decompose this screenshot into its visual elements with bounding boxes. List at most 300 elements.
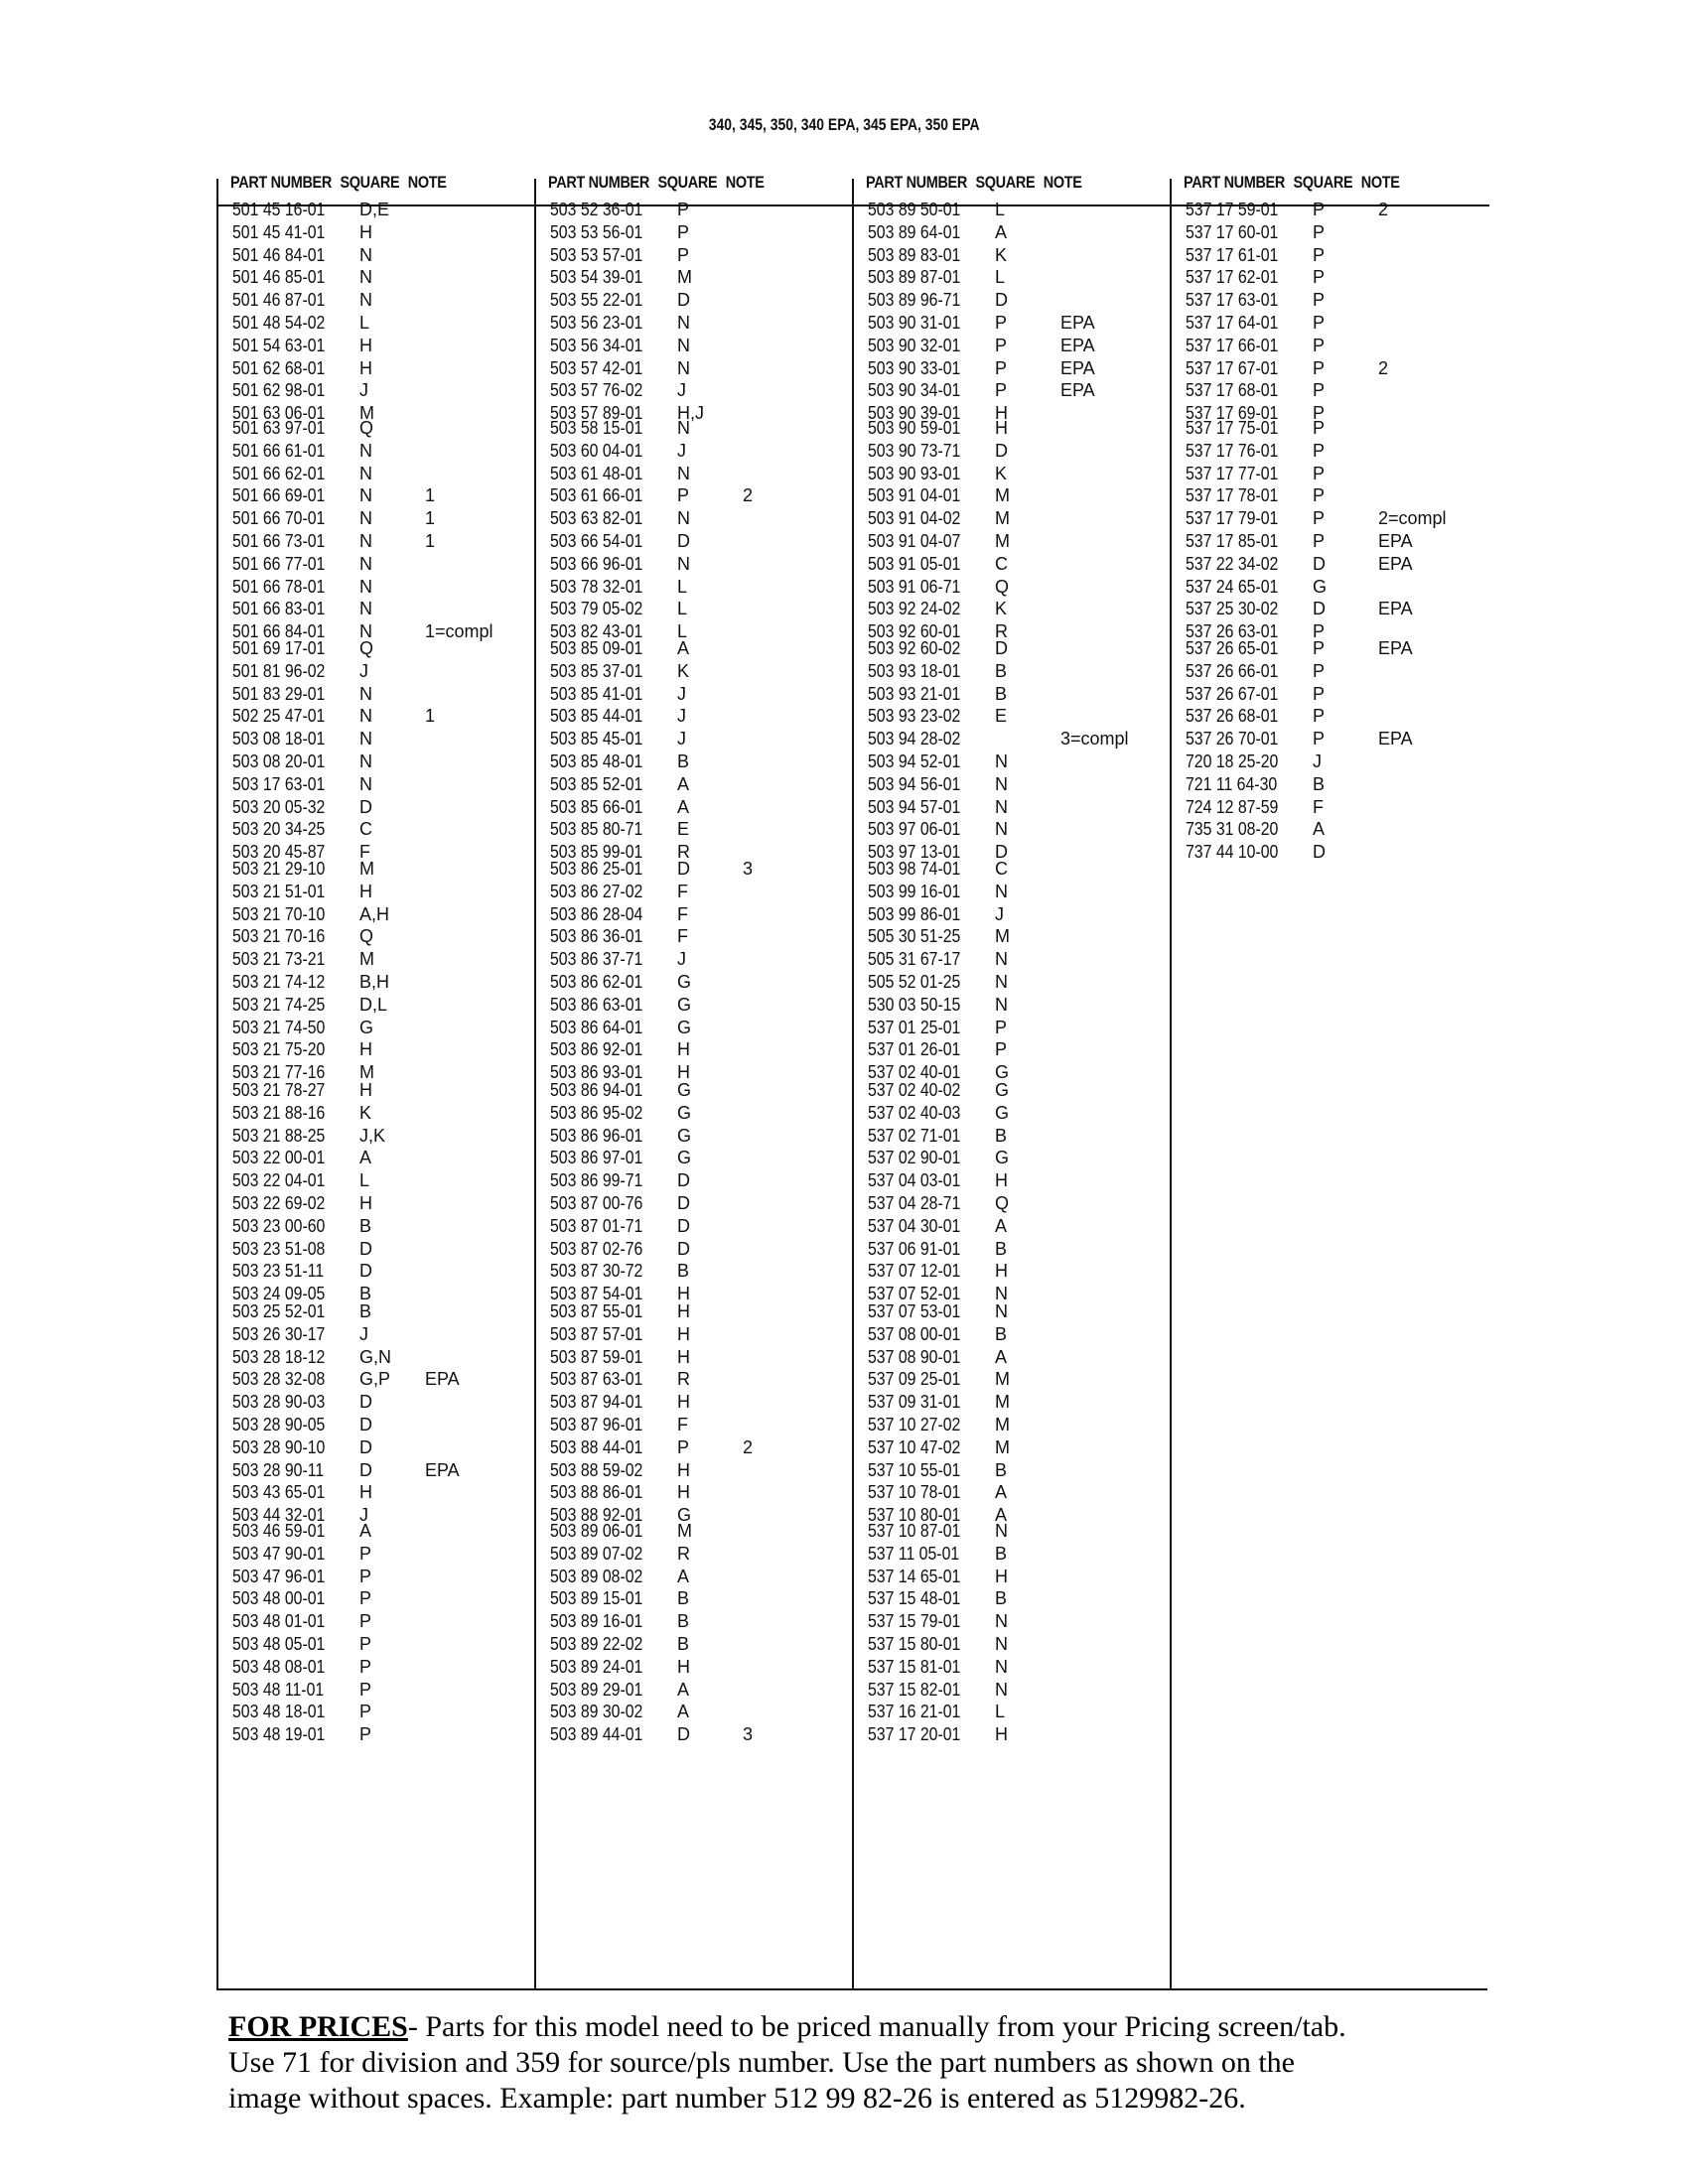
square-code: N (359, 267, 372, 288)
square-code: B (677, 751, 690, 771)
table-row (550, 1610, 848, 1633)
square-code: H (677, 1346, 690, 1367)
square-code: K (677, 660, 690, 681)
square-code: M (359, 403, 374, 424)
part-number: 537 02 40-03 (868, 1102, 961, 1123)
table-row (868, 357, 1166, 380)
part-number: 503 17 63-01 (232, 773, 326, 794)
square-code: A (995, 1505, 1008, 1526)
part-number: 501 46 87-01 (232, 290, 326, 311)
table-row (868, 1566, 1166, 1588)
part-number: 537 17 69-01 (1186, 403, 1279, 424)
part-number: 503 87 00-76 (550, 1192, 643, 1213)
table-row (550, 1238, 848, 1261)
part-number: 503 90 93-01 (868, 463, 961, 483)
part-group (550, 637, 848, 864)
part-number: 503 28 32-08 (232, 1369, 326, 1390)
part-number: 503 66 96-01 (550, 553, 643, 574)
parts-column-1 (216, 161, 534, 1990)
part-number: 501 66 70-01 (232, 508, 326, 529)
square-code: B,H (359, 971, 390, 992)
table-row (1186, 683, 1483, 706)
square-code: B (995, 1323, 1008, 1344)
table-row (868, 925, 1166, 948)
table-row (1186, 841, 1483, 864)
square-code: P (1313, 200, 1326, 219)
part-number: 537 17 63-01 (1186, 290, 1279, 311)
part-number: 537 04 28-71 (868, 1192, 961, 1213)
table-row (232, 1215, 530, 1238)
square-code: N (359, 530, 372, 551)
part-number: 537 26 67-01 (1186, 683, 1279, 704)
part-number: 503 23 51-11 (232, 1261, 325, 1282)
table-row (1186, 796, 1483, 819)
table-row (1186, 507, 1483, 530)
square-code: H (359, 221, 372, 242)
part-number: 503 94 56-01 (868, 773, 961, 794)
square-code: D (1313, 842, 1326, 863)
part-number: 503 89 29-01 (550, 1679, 643, 1700)
square-code: N (995, 881, 1008, 901)
square-code: P (1313, 440, 1326, 461)
part-number: 503 25 52-01 (232, 1301, 326, 1321)
note: 2=compl (1378, 508, 1447, 529)
part-number: 503 22 00-01 (232, 1148, 326, 1168)
part-number: 503 20 34-25 (232, 819, 326, 840)
table-row (868, 705, 1166, 728)
part-number: 503 89 64-01 (868, 221, 961, 242)
square-code: J (359, 660, 368, 681)
note: 3 (743, 859, 754, 879)
square-code: D (995, 290, 1008, 311)
column-header (548, 173, 772, 193)
table-row (232, 773, 530, 796)
square-code: N (359, 683, 372, 704)
square-code: P (1313, 508, 1326, 529)
table-row (232, 751, 530, 773)
header-note: NOTE (1043, 173, 1082, 192)
page-title: 340, 345, 350, 340 EPA, 345 EPA, 350 EPA (708, 115, 980, 134)
square-code: H (359, 881, 372, 901)
square-code: N (995, 949, 1008, 970)
part-number: 503 92 24-02 (868, 599, 961, 619)
table-row (1186, 553, 1483, 576)
column-divider (852, 179, 854, 1990)
table-row (232, 818, 530, 841)
part-number: 503 90 59-01 (868, 418, 961, 438)
part-number: 503 94 52-01 (868, 751, 961, 771)
square-code: J (1313, 751, 1322, 771)
square-code: K (995, 599, 1008, 619)
table-row (232, 335, 530, 357)
part-number: 537 02 71-01 (868, 1125, 961, 1146)
part-number: 503 93 23-02 (868, 706, 961, 727)
square-code: A,H (359, 903, 390, 924)
table-row (550, 312, 848, 335)
part-number: 503 85 45-01 (550, 729, 643, 750)
table-row (868, 1238, 1166, 1261)
part-number: 503 94 57-01 (868, 796, 961, 817)
square-code: P (677, 221, 690, 242)
table-row (550, 1102, 848, 1125)
square-code: N (995, 994, 1008, 1015)
square-code: H (677, 1039, 690, 1060)
table-row (550, 1566, 848, 1588)
part-number: 503 91 06-71 (868, 576, 961, 597)
square-code: P (1313, 244, 1326, 265)
square-code: G (995, 1102, 1010, 1123)
square-code: G (677, 1102, 692, 1123)
parts-column-3 (852, 161, 1170, 1990)
part-number: 503 60 04-01 (550, 440, 643, 461)
square-code: N (995, 751, 1008, 771)
square-code: A (677, 1679, 690, 1700)
table-row (232, 1391, 530, 1414)
part-number: 503 87 94-01 (550, 1392, 643, 1413)
square-code: D,E (359, 200, 390, 219)
note: EPA (1378, 599, 1413, 619)
table-row (1186, 773, 1483, 796)
square-code: B (995, 1588, 1008, 1609)
square-code: J (677, 440, 686, 461)
note: 3 (743, 1724, 754, 1745)
note: 1 (425, 530, 436, 551)
table-row (550, 1656, 848, 1679)
table-row (550, 199, 848, 221)
part-number: 503 48 19-01 (232, 1724, 326, 1745)
table-row (550, 773, 848, 796)
part-number: 503 86 27-02 (550, 881, 643, 901)
part-number: 537 26 70-01 (1186, 729, 1279, 750)
part-number: 503 99 86-01 (868, 903, 961, 924)
part-number: 503 88 59-02 (550, 1459, 643, 1480)
part-number: 537 07 52-01 (868, 1284, 961, 1304)
table-row (550, 1633, 848, 1656)
table-row (550, 553, 848, 576)
square-code: K (359, 1102, 372, 1123)
square-code: F (677, 881, 688, 901)
square-code: G (995, 1148, 1010, 1168)
square-code: D (995, 842, 1008, 863)
square-code: N (677, 508, 690, 529)
square-code: L (359, 1170, 370, 1191)
table-row (868, 266, 1166, 289)
square-code: D (359, 1414, 372, 1434)
table-row (868, 660, 1166, 683)
part-number: 537 02 40-01 (868, 1062, 961, 1083)
part-number: 503 87 55-01 (550, 1301, 643, 1321)
part-number: 503 21 73-21 (232, 949, 326, 970)
part-number: 503 57 89-01 (550, 403, 643, 424)
square-code: A (677, 773, 690, 794)
part-number: 537 17 60-01 (1186, 221, 1279, 242)
table-row (868, 1038, 1166, 1061)
part-number: 721 11 64-30 (1186, 773, 1278, 794)
part-number: 503 48 00-01 (232, 1588, 326, 1609)
square-code: N (995, 1679, 1008, 1700)
column-header (1184, 173, 1408, 193)
table-row (550, 379, 848, 402)
square-code: B (1313, 773, 1326, 794)
square-code: D (995, 638, 1008, 658)
square-code: R (677, 1543, 690, 1564)
table-row (868, 1481, 1166, 1504)
part-number: 537 04 30-01 (868, 1215, 961, 1236)
part-number: 501 63 97-01 (232, 418, 326, 438)
table-row (868, 244, 1166, 267)
note: 2 (743, 1436, 754, 1457)
table-row (232, 1543, 530, 1566)
table-row (1186, 244, 1483, 267)
part-number: 505 52 01-25 (868, 971, 961, 992)
square-code: M (359, 859, 374, 879)
table-row (868, 683, 1166, 706)
square-code: D (677, 859, 690, 879)
part-number: 503 21 74-25 (232, 994, 326, 1015)
part-number: 537 26 66-01 (1186, 660, 1279, 681)
table-row (232, 660, 530, 683)
square-code: H (995, 1261, 1008, 1282)
square-code: A (677, 796, 690, 817)
table-row (232, 1346, 530, 1369)
square-code: J (359, 1505, 368, 1526)
table-row (232, 858, 530, 881)
parts-column-2 (534, 161, 852, 1990)
table-row (1186, 199, 1483, 221)
square-code: H (995, 403, 1008, 424)
part-number: 503 90 39-01 (868, 403, 961, 424)
table-row (550, 1520, 848, 1543)
square-code: Q (995, 576, 1010, 597)
part-number: 503 89 96-71 (868, 290, 961, 311)
square-code: J (995, 903, 1004, 924)
table-row (232, 1520, 530, 1543)
part-number: 501 62 98-01 (232, 380, 326, 401)
table-row (232, 1723, 530, 1746)
table-row (232, 1300, 530, 1323)
part-number: 503 55 22-01 (550, 290, 643, 311)
table-row (550, 751, 848, 773)
square-code: D (995, 440, 1008, 461)
table-row (868, 1260, 1166, 1283)
table-row (550, 705, 848, 728)
square-code: R (677, 1369, 690, 1390)
note: EPA (1378, 530, 1413, 551)
part-number: 503 85 52-01 (550, 773, 643, 794)
table-row (868, 1391, 1166, 1414)
table-row (550, 818, 848, 841)
table-row (868, 463, 1166, 485)
part-number: 503 21 74-50 (232, 1017, 326, 1037)
part-number: 503 08 18-01 (232, 729, 326, 750)
table-row (868, 440, 1166, 463)
part-number: 503 24 09-05 (232, 1284, 326, 1304)
column-header (230, 173, 455, 193)
square-code: H (359, 1482, 372, 1503)
table-row (232, 357, 530, 380)
table-row (550, 903, 848, 926)
part-number: 537 16 21-01 (868, 1702, 961, 1722)
square-code: B (677, 1633, 690, 1654)
part-number: 503 97 06-01 (868, 819, 961, 840)
part-number: 503 63 82-01 (550, 508, 643, 529)
part-number: 503 56 34-01 (550, 335, 643, 355)
table-row (232, 1701, 530, 1723)
part-number: 503 86 99-71 (550, 1170, 643, 1191)
part-number: 537 26 68-01 (1186, 706, 1279, 727)
table-row (868, 199, 1166, 221)
table-row (550, 683, 848, 706)
table-row (550, 1701, 848, 1723)
square-code: H (677, 1284, 690, 1304)
part-number: 537 22 34-02 (1186, 553, 1279, 574)
table-row (232, 199, 530, 221)
part-number: 503 86 94-01 (550, 1080, 643, 1100)
table-row (868, 312, 1166, 335)
table-row (550, 994, 848, 1017)
square-code: C (995, 553, 1008, 574)
pricing-note-line-1: FOR PRICES- Parts for this model need to be priced manually from your Pricing screen/tab. (228, 2010, 1346, 2043)
part-number: 503 86 92-01 (550, 1039, 643, 1060)
table-row (550, 1391, 848, 1414)
table-row (232, 1102, 530, 1125)
part-number: 503 79 05-02 (550, 599, 643, 619)
part-number: 537 10 80-01 (868, 1505, 961, 1526)
table-row (1186, 637, 1483, 660)
part-number: 502 25 47-01 (232, 706, 326, 727)
table-row (868, 728, 1166, 751)
part-number: 503 21 74-12 (232, 971, 326, 992)
square-code: N (995, 1611, 1008, 1632)
part-number: 503 66 54-01 (550, 530, 643, 551)
table-row (232, 221, 530, 244)
part-number: 503 87 02-76 (550, 1238, 643, 1259)
part-group (232, 637, 530, 864)
table-row (868, 221, 1166, 244)
square-code: J (677, 683, 686, 704)
table-row (550, 357, 848, 380)
square-code: Q (359, 926, 374, 947)
square-code: P (1313, 638, 1326, 658)
note: 2 (1378, 357, 1389, 378)
square-code: B (677, 1611, 690, 1632)
table-row (868, 971, 1166, 994)
parts-table (216, 161, 1487, 1990)
part-number: 503 85 66-01 (550, 796, 643, 817)
square-code: M (359, 949, 374, 970)
table-row (1186, 417, 1483, 440)
part-group (550, 1520, 848, 1746)
square-code: N (995, 819, 1008, 840)
part-number: 537 02 90-01 (868, 1148, 961, 1168)
part-number: 537 24 65-01 (1186, 576, 1279, 597)
part-number: 503 94 28-02 (868, 729, 961, 750)
square-code: D (359, 1392, 372, 1413)
square-code: L (995, 267, 1006, 288)
part-number: 501 63 06-01 (232, 403, 326, 424)
part-number: 503 90 33-01 (868, 357, 961, 378)
part-number: 503 86 95-02 (550, 1102, 643, 1123)
table-row (868, 1656, 1166, 1679)
part-number: 503 22 69-02 (232, 1192, 326, 1213)
table-row (232, 1679, 530, 1702)
square-code: N (995, 1656, 1008, 1677)
column-divider (1170, 179, 1172, 1990)
note: 3=compl (1060, 729, 1129, 750)
square-code: N (995, 773, 1008, 794)
square-code: N (995, 1284, 1008, 1304)
part-number: 503 21 77-16 (232, 1062, 326, 1083)
square-code: F (677, 903, 688, 924)
part-number: 503 85 41-01 (550, 683, 643, 704)
table-row (232, 598, 530, 620)
part-number: 503 89 83-01 (868, 244, 961, 265)
part-number: 503 91 05-01 (868, 553, 961, 574)
square-code: M (995, 1369, 1010, 1390)
part-number: 503 82 43-01 (550, 621, 643, 642)
table-row (868, 1679, 1166, 1702)
square-code: J (677, 380, 686, 401)
part-number: 503 47 96-01 (232, 1566, 326, 1586)
part-number: 503 90 34-01 (868, 380, 961, 401)
header-square: SQUARE (340, 173, 400, 192)
part-number: 537 07 53-01 (868, 1301, 961, 1321)
part-number: 503 91 04-07 (868, 530, 961, 551)
part-number: 503 89 15-01 (550, 1588, 643, 1609)
part-number: 537 07 12-01 (868, 1261, 961, 1282)
table-row (550, 576, 848, 599)
part-number: 503 57 42-01 (550, 357, 643, 378)
part-group (868, 199, 1166, 425)
table-row (550, 484, 848, 507)
table-row (550, 598, 848, 620)
table-row (232, 1192, 530, 1215)
header-part-number: PART NUMBER (548, 173, 649, 192)
table-row (868, 1079, 1166, 1102)
part-group (232, 1520, 530, 1746)
square-code: N (359, 706, 372, 727)
table-row (1186, 266, 1483, 289)
table-row (550, 1017, 848, 1039)
part-number: 537 26 63-01 (1186, 621, 1279, 642)
part-number: 503 48 01-01 (232, 1611, 326, 1632)
part-number: 537 08 00-01 (868, 1323, 961, 1344)
pricing-note-line-2: Use 71 for division and 359 for source/pls number. Use the part numbers as shown on the (228, 2046, 1295, 2079)
square-code: D (359, 1261, 372, 1282)
note: EPA (1378, 553, 1413, 574)
table-row (232, 903, 530, 926)
note: EPA (1060, 312, 1095, 333)
table-row (868, 379, 1166, 402)
table-row (868, 507, 1166, 530)
table-row (232, 440, 530, 463)
square-code: Q (359, 638, 374, 658)
square-code: B (995, 660, 1008, 681)
square-code: G (677, 1148, 692, 1168)
part-number: 537 17 68-01 (1186, 380, 1279, 401)
square-code: E (995, 706, 1008, 727)
part-number: 503 53 56-01 (550, 221, 643, 242)
square-code: P (1313, 485, 1326, 506)
square-code: D (359, 1436, 372, 1457)
part-number: 537 17 77-01 (1186, 463, 1279, 483)
table-row (232, 1260, 530, 1283)
part-number: 503 89 87-01 (868, 267, 961, 288)
table-row (868, 1723, 1166, 1746)
part-number: 503 86 25-01 (550, 859, 643, 879)
table-row (550, 1147, 848, 1169)
table-row (868, 335, 1166, 357)
